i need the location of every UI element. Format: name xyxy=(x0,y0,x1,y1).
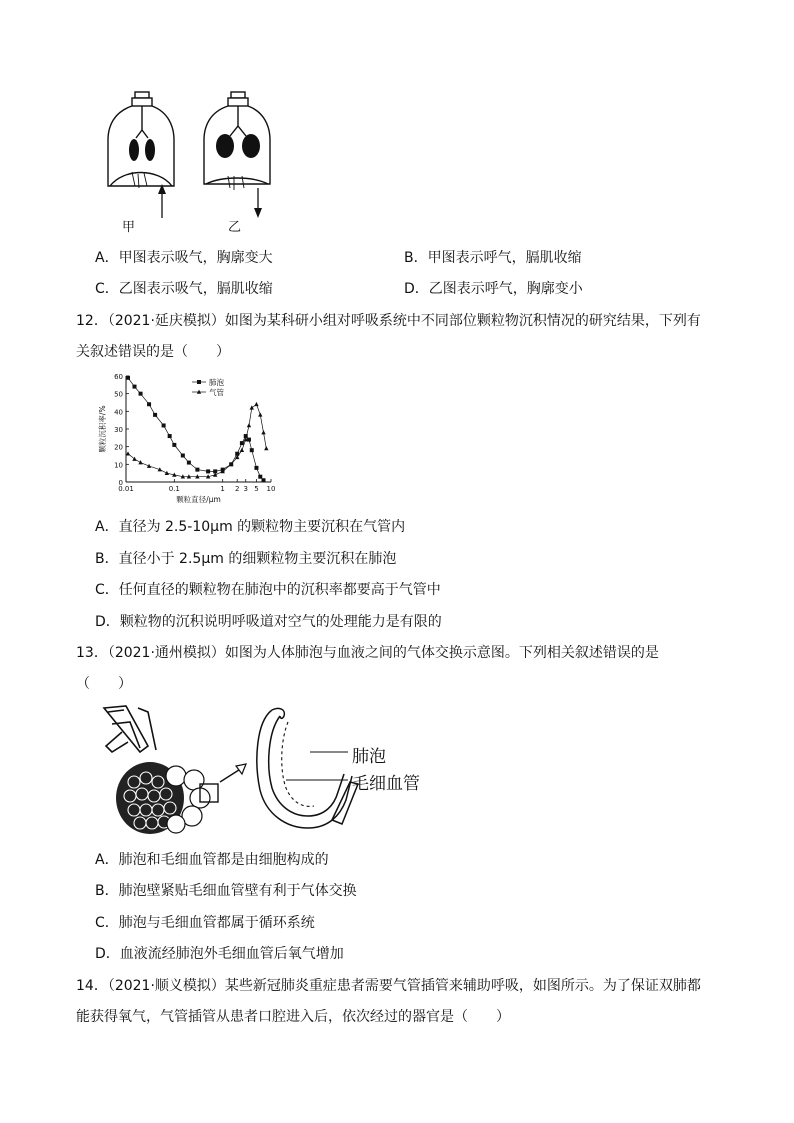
particle-deposition-chart xyxy=(96,368,286,506)
data-point-alveolus xyxy=(153,413,157,417)
q12-chart xyxy=(96,368,286,506)
q12-option-b: B．直径小于 2.5μm 的细颗粒物主要沉积在肺泡 xyxy=(95,551,397,567)
q11-fig-label-a: 甲 xyxy=(122,220,136,235)
lung-left-a xyxy=(129,139,139,161)
data-point-trachea xyxy=(165,471,169,475)
q13-option-c: C．肺泡与毛细血管都属于循环系统 xyxy=(95,915,315,931)
alveolus-label: 肺泡 xyxy=(352,747,386,767)
q14-stem-line1: 14．（2021·顺义模拟）某些新冠肺炎重症患者需要气管插管来辅助呼吸，如图所示。为了保证双肺都 xyxy=(76,978,701,994)
data-point-alveolus xyxy=(172,443,176,447)
lung-right-a xyxy=(145,139,155,161)
data-point-alveolus xyxy=(139,392,143,396)
legend-label: 肺泡 xyxy=(209,378,224,387)
y-tick-label: 60 xyxy=(114,373,123,381)
legend-marker-alveolus xyxy=(197,380,201,384)
data-point-alveolus xyxy=(168,434,172,438)
data-point-alveolus xyxy=(258,475,262,479)
data-point-alveolus xyxy=(250,448,254,452)
q12-stem-line1: 12．（2021·延庆模拟）如图为某科研小组对呼吸系统中不同部位颗粒物沉积情况的研究结果，下列有 xyxy=(76,313,701,329)
bell-jar-a xyxy=(108,92,174,188)
q12-option-c: C．任何直径的颗粒物在肺泡中的沉积率都要高于气管中 xyxy=(95,582,441,598)
data-point-alveolus xyxy=(206,469,210,473)
x-tick-label: 0.01 xyxy=(118,485,134,493)
x-axis-title: 颗粒直径/μm xyxy=(176,495,221,504)
q11-option-c: C．乙图表示吸气，膈肌收缩 xyxy=(95,281,273,297)
data-point-trachea xyxy=(264,446,268,450)
q13-stem-line1: 13．（2021·通州模拟）如图为人体肺泡与血液之间的气体交换示意图。下列相关叙述错误的是 xyxy=(76,645,659,661)
q11-option-b: B．甲图表示呼气，膈肌收缩 xyxy=(404,250,582,266)
y-tick-label: 10 xyxy=(114,461,123,470)
data-point-trachea xyxy=(261,430,265,434)
data-point-alveolus xyxy=(181,454,185,458)
x-tick-label: 1 xyxy=(220,485,225,493)
data-point-alveolus xyxy=(147,402,151,406)
data-point-alveolus xyxy=(240,441,244,445)
q12-stem-line2: 关叙述错误的是（ ） xyxy=(76,344,230,360)
data-point-trachea xyxy=(240,448,244,452)
lung-right-b xyxy=(242,134,260,158)
data-point-trachea xyxy=(250,405,254,409)
x-tick-label: 3 xyxy=(243,485,248,493)
y-axis-title: 颗粒沉积率/% xyxy=(98,405,107,453)
q13-option-a: A．肺泡和毛细血管都是由细胞构成的 xyxy=(95,852,329,868)
x-tick-label: 5 xyxy=(254,485,259,493)
y-tick-label: 20 xyxy=(114,443,123,452)
enlarged-alveolus xyxy=(257,708,358,828)
data-point-trachea xyxy=(132,457,136,461)
data-point-alveolus xyxy=(126,376,130,380)
data-point-alveolus xyxy=(262,478,266,482)
x-tick-label: 0.1 xyxy=(168,485,180,493)
zoom-arrow-head xyxy=(236,764,246,774)
data-point-trachea xyxy=(254,402,258,406)
alveolar-cluster xyxy=(116,762,218,834)
q11-fig-label-b: 乙 xyxy=(228,220,242,235)
bell-jar-b xyxy=(204,92,270,190)
q12-option-a: A．直径为 2.5-10μm 的颗粒物主要沉积在气管内 xyxy=(95,519,406,535)
bronchiole xyxy=(104,706,156,752)
x-tick-label: 2 xyxy=(234,485,240,493)
q11-option-a: A．甲图表示吸气，胸廓变大 xyxy=(95,250,273,266)
data-point-trachea xyxy=(138,460,142,464)
legend-label: 气管 xyxy=(209,388,224,397)
q11-figure xyxy=(104,90,284,235)
data-point-trachea xyxy=(258,412,262,416)
y-tick-label: 30 xyxy=(114,426,123,434)
bell-jar-diagram xyxy=(104,90,284,235)
x-tick-label: 10 xyxy=(266,485,276,493)
y-tick-label: 0 xyxy=(118,479,123,487)
data-point-alveolus xyxy=(162,423,166,427)
data-point-trachea xyxy=(247,423,251,427)
data-point-alveolus xyxy=(187,461,191,465)
lung-left-b xyxy=(216,134,234,158)
q13-option-d: D．血液流经肺泡外毛细血管后氧气增加 xyxy=(95,946,344,962)
data-point-alveolus xyxy=(133,385,137,389)
q14-stem-line2: 能获得氧气，气管插管从患者口腔进入后，依次经过的器官是（ ） xyxy=(76,1009,510,1025)
y-tick-label: 40 xyxy=(114,408,123,417)
data-point-alveolus xyxy=(254,466,258,470)
q13-stem-line2: （ ） xyxy=(76,676,132,692)
q13-option-b: B．肺泡壁紧贴毛细血管壁有利于气体交换 xyxy=(95,883,357,899)
q11-option-d: D．乙图表示呼气，胸廓变小 xyxy=(404,281,583,297)
capillary-label: 毛细血管 xyxy=(352,774,420,794)
data-point-alveolus xyxy=(195,468,199,472)
q12-option-d: D．颗粒物的沉积说明呼吸道对空气的处理能力是有限的 xyxy=(95,614,442,630)
y-tick-label: 50 xyxy=(114,390,123,399)
arrow-down-head-b xyxy=(254,208,262,218)
series-line-1 xyxy=(128,378,264,480)
